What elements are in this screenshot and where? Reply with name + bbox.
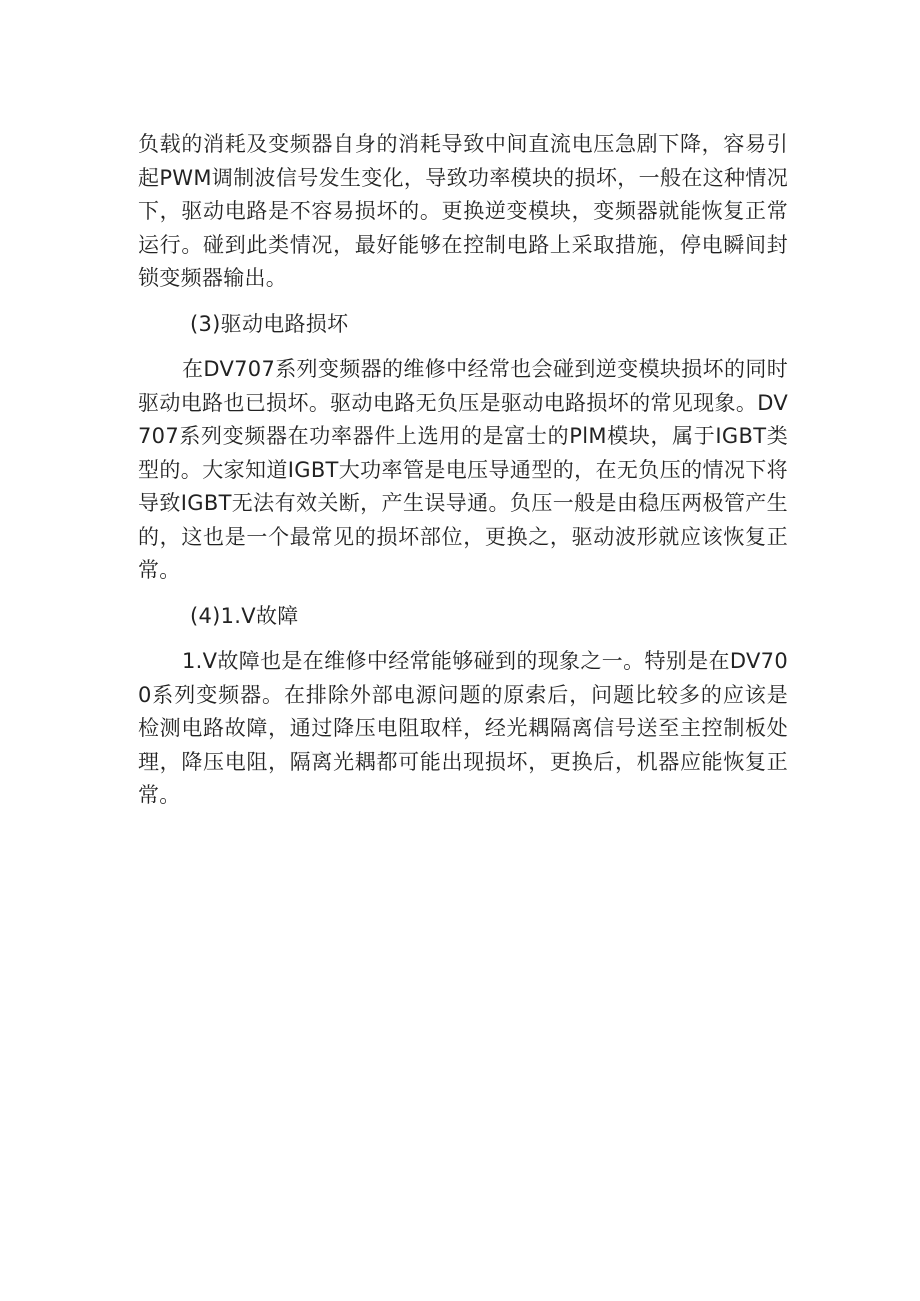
paragraph-2: 在DV707系列变频器的维修中经常也会碰到逆变模块损坏的同时驱动电路也已损坏。驱动电路无负压是驱动电路损坏的常见现象。DV707系列变频器在功率器件上选用的是富士的PlM模块，属于IGBT类型的。大家知道IGBT大功率管是电压导通型的，在无负压的情况下将导致IGBT无法有效关断，产生误导通。负压一般是由稳压两极管产生的，这也是一个最常见的损坏部位，更换之，驱动波形就应该恢复正常。: [138, 357, 788, 582]
paragraph-3: 1.V故障也是在维修中经常能够碰到的现象之一。特别是在DV700系列变频器。在排除外部电源问题的原索后，问题比较多的应该是检测电路故障，通过降压电阻取样，经光耦隔离信号送至主控制板处理，降压电阻，隔离光耦都可能出现损坏，更换后，机器应能恢复正常。: [138, 649, 788, 807]
section-heading-3: (3)驱动电路损坏: [190, 311, 349, 336]
document-page: [138, 128, 788, 813]
paragraph-1: 负载的消耗及变频器自身的消耗导致中间直流电压急剧下降，容易引起PWM调制波信号发生变化，导致功率模块的损坏，一般在这种情况下，驱动电路是不容易损坏的。更换逆变模块，变频器就能恢复正常运行。碰到此类情况，最好能够在控制电路上采取措施，停电瞬间封锁变频器输出。: [138, 132, 788, 290]
section-heading-4: (4)1.V故障: [190, 603, 299, 628]
